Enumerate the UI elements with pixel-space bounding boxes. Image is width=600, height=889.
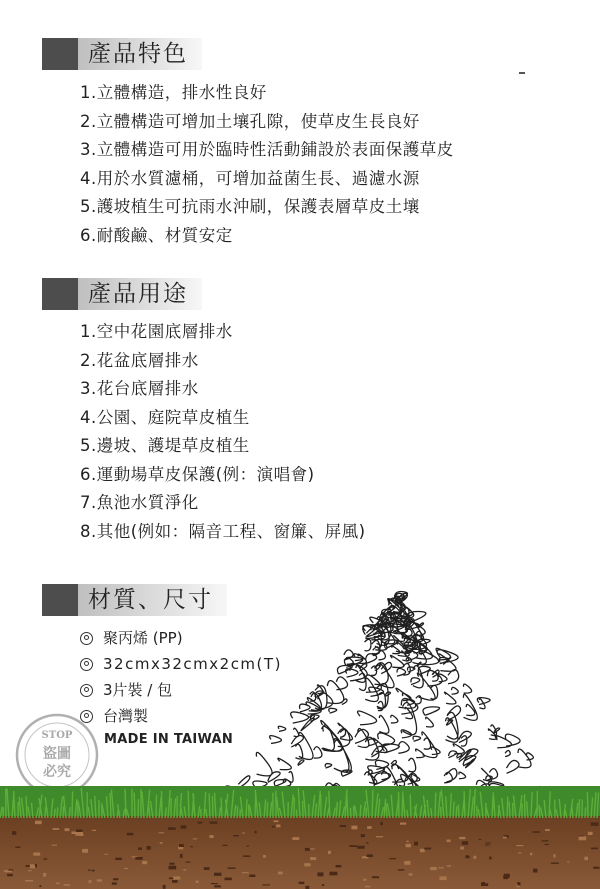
header-block xyxy=(42,38,78,70)
specs-list xyxy=(80,625,282,729)
made-in-label: MADE IN TAIWAN xyxy=(104,732,234,747)
svg-text:必究: 必究 xyxy=(43,764,71,780)
list-item: 3.立體構造可用於臨時性活動鋪設於表面保護草皮 xyxy=(80,140,454,159)
uses-list xyxy=(80,318,366,546)
svg-text:STOP: STOP xyxy=(41,730,73,741)
uses-header xyxy=(42,278,202,310)
header-block xyxy=(42,584,78,616)
spec-item-pack: 3片裝 / 包 xyxy=(80,677,282,703)
list-item: 4.公園、庭院草皮植生 xyxy=(80,407,250,427)
double-circle-icon xyxy=(80,632,93,645)
list-item: 6.運動場草皮保護(例：演唱會) xyxy=(80,464,315,484)
spec-item-size: 32cmx32cmx2cm(T) xyxy=(80,651,282,677)
svg-text:盜圖: 盜圖 xyxy=(43,746,71,762)
features-header xyxy=(42,38,202,70)
grass-soil-strip xyxy=(0,786,600,889)
double-circle-icon xyxy=(80,658,93,671)
uses-title: 產品用途 xyxy=(78,278,202,310)
list-item: 7.魚池水質淨化 xyxy=(80,493,199,512)
header-block xyxy=(42,278,78,310)
list-item: 4.用於水質濾桶，可增加益菌生長、過濾水源 xyxy=(80,168,420,188)
specs-header xyxy=(42,584,227,616)
list-item: 1.空中花園底層排水 xyxy=(80,322,233,341)
features-title: 產品特色 xyxy=(78,38,202,70)
list-item: 5.邊坡、護堤草皮植生 xyxy=(80,436,250,455)
features-list xyxy=(80,79,454,250)
list-item: 1.立體構造，排水性良好 xyxy=(80,83,267,102)
spec-item-origin: 台灣製 xyxy=(80,703,282,729)
corner-mark xyxy=(519,72,525,74)
specs-title: 材質、尺寸 xyxy=(78,584,227,616)
list-item: 6.耐酸鹼、材質安定 xyxy=(80,225,233,245)
list-item: 5.護坡植生可抗雨水沖刷，保護表層草皮土壤 xyxy=(80,197,420,216)
double-circle-icon xyxy=(80,684,93,697)
list-item: 8.其他(例如：隔音工程、窗簾、屏風) xyxy=(80,521,366,541)
list-item: 3.花台底層排水 xyxy=(80,379,199,398)
spec-item-material: 聚丙烯 (PP) xyxy=(80,625,282,651)
list-item: 2.花盆底層排水 xyxy=(80,350,199,370)
list-item: 2.立體構造可增加土壤孔隙，使草皮生長良好 xyxy=(80,111,420,131)
